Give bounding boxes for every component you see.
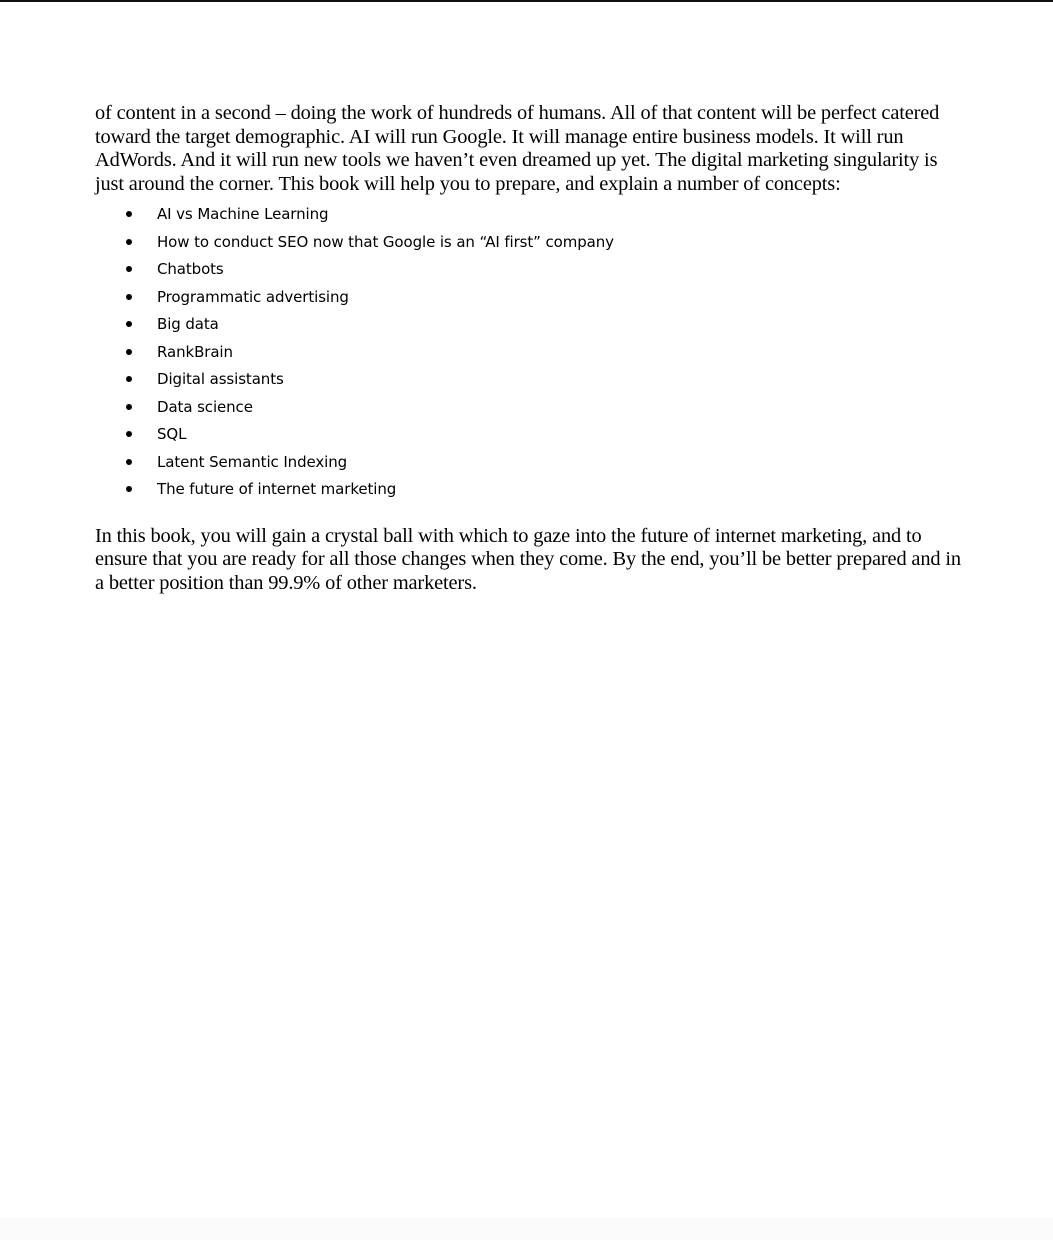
- bullet-item-text: Digital assistants: [157, 370, 284, 389]
- bullet-item-text: SQL: [157, 425, 187, 444]
- document-page: [0, 2, 1053, 1240]
- bullet-list-item: [95, 310, 965, 338]
- bullet-list-item: [95, 393, 965, 421]
- bullet-item-text: Programmatic advertising: [157, 287, 349, 306]
- bullet-icon: [126, 294, 132, 300]
- bullet-list-item: [95, 420, 965, 448]
- bullet-item-text: Chatbots: [157, 260, 224, 279]
- bullet-list-item: [95, 338, 965, 366]
- closing-paragraph: In this book, you will gain a crystal ball with which to gaze into the future of internet marketing, and to ensure that you are ready for all those changes when they come. By the end, you’ll be better prepared and in a better position than 99.9% of other marketers.: [95, 524, 961, 595]
- bullet-item-text: AI vs Machine Learning: [157, 205, 329, 224]
- bullet-list-item: [95, 283, 965, 311]
- bullet-list-item: [95, 448, 965, 476]
- bullet-icon: [126, 349, 132, 355]
- bullet-icon: [126, 266, 132, 272]
- bullet-icon: [126, 321, 132, 327]
- bullet-list-item: [95, 228, 965, 256]
- bullet-icon: [126, 459, 132, 465]
- bullet-icon: [126, 404, 132, 410]
- bullet-item-text: Big data: [157, 315, 219, 334]
- bullet-icon: [126, 239, 132, 245]
- bullet-icon: [126, 486, 132, 492]
- bullet-list-item: [95, 365, 965, 393]
- bullet-list-item: [95, 475, 965, 503]
- bullet-item-text: RankBrain: [157, 342, 233, 361]
- bullet-list-item: [95, 255, 965, 283]
- bullet-item-text: How to conduct SEO now that Google is an “AI first” company: [157, 232, 614, 251]
- bullet-item-text: Latent Semantic Indexing: [157, 452, 348, 471]
- bullet-icon: [126, 376, 132, 382]
- page-bottom-margin: [0, 1218, 1053, 1240]
- bullet-icon: [126, 211, 132, 217]
- concepts-bullet-list: [95, 200, 965, 503]
- bullet-icon: [126, 431, 132, 437]
- bullet-item-text: Data science: [157, 397, 253, 416]
- document-body: [95, 102, 965, 596]
- bullet-item-text: The future of internet marketing: [157, 480, 397, 499]
- intro-paragraph: of content in a second – doing the work of hundreds of humans. All of that content will be perfect catered toward the target demographic. AI will run Google. It will manage entire business models. It will run AdWords. And it will run new tools we haven’t even dreamed up yet. The digital marketing singularity is just around the corner. This book will help you to prepare, and explain a number of concepts:: [95, 102, 940, 195]
- bullet-list-item: [95, 200, 965, 228]
